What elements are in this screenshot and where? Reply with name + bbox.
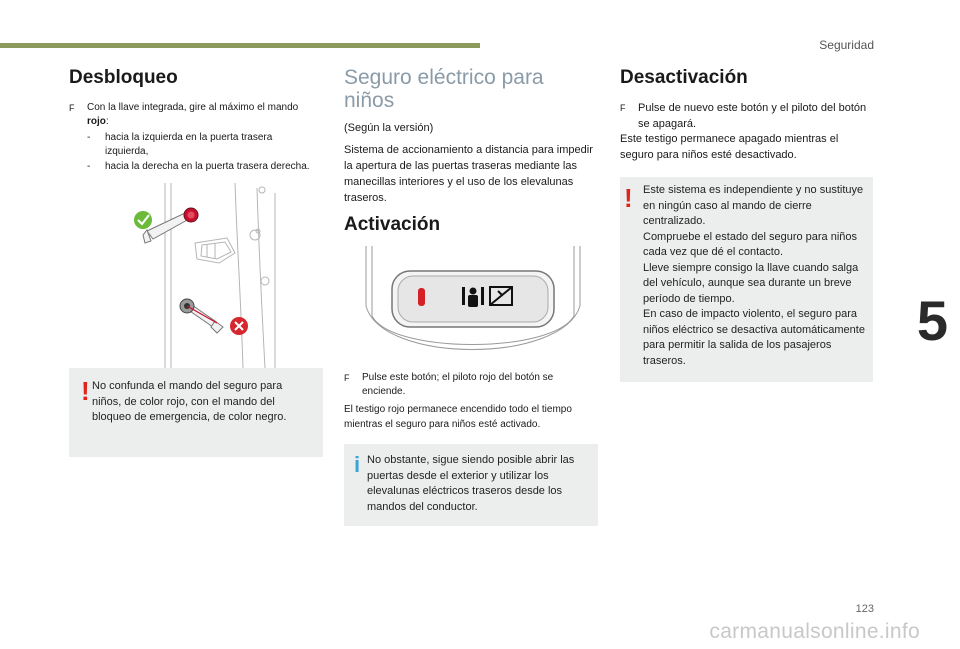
info-box-activacion: i No obstante, sigue siendo posible abrir las puertas desde el exterior y utilizar los elevalunas eléctricos traseros desde los mandos del conductor. — [344, 444, 598, 526]
heading-seguro-electrico: Seguro eléctrico para niños — [344, 66, 544, 112]
bullet-mark: F — [344, 373, 350, 383]
warning-box-desbloqueo: ! No confunda el mando del seguro para niños, de color rojo, con el mando del bloqueo de emergencia, de color negro. — [69, 368, 323, 457]
bullet-desactivacion: F Pulse de nuevo este botón y el piloto del botón se apagará. — [620, 102, 867, 130]
bullet-mark: F — [69, 103, 75, 113]
bullet-desbloqueo — [69, 101, 325, 129]
sub-item-right: - hacia la derecha en la puerta trasera derecha. — [87, 161, 310, 172]
deactivation-note: Este testigo permanece apagado mientras el seguro para niños esté desactivado. — [620, 133, 839, 161]
bullet-text: Con la llave integrada, gire al máximo el mando — [87, 102, 299, 113]
bullet-mark: F — [620, 103, 626, 113]
child-lock-button-illustration — [352, 246, 592, 366]
heading-desbloqueo: Desbloqueo — [69, 67, 178, 88]
activation-note: El testigo rojo permanece encendido todo el tiempo mientras el seguro para niños esté activado. — [344, 404, 572, 430]
watermark: carmanualsonline.info — [709, 620, 920, 643]
heading-activacion: Activación — [344, 214, 441, 235]
page-number: 123 — [855, 603, 874, 615]
bullet-activacion: F Pulse este botón; el piloto rojo del botón se enciende. — [344, 372, 554, 397]
warning-box-desactivacion — [620, 177, 873, 382]
header-accent-bar — [0, 43, 480, 48]
warning-icon: ! — [81, 376, 90, 406]
chapter-number: 5 — [916, 289, 948, 352]
bullet-text-colon: : — [105, 116, 109, 127]
heading-desactivacion: Desactivación — [620, 67, 748, 88]
bullet-text-bold: rojo — [87, 116, 106, 127]
info-icon: i — [354, 452, 361, 477]
section-title: Seguridad — [819, 38, 874, 52]
door-lock-illustration — [107, 183, 297, 368]
version-note: (Según la versión) — [344, 122, 434, 134]
dash: - — [87, 132, 91, 143]
warning-icon: ! — [624, 183, 633, 213]
dash: - — [87, 161, 91, 172]
warning-lines: Este sistema es independiente y no sustituye en ningún caso al mando de cierre centralizado. Compruebe el estado del seguro para niños cada vez que dé el contacto. Lleve siempre consigo la llave cuando salga del vehículo, aunque sea durante un breve período de tiempo. En caso de impacto violento, el seguro para niños eléctrico se desactiva automáticamente para permitir la salida de los pasajeros traseros. — [643, 184, 865, 367]
sub-item-left: - hacia la izquierda en la puerta trasera izquierda, — [87, 132, 273, 157]
description: Sistema de accionamiento a distancia para impedir la apertura de las puertas traseras mediante las manecillas interiores y el uso de los elevalunas traseros. — [344, 144, 593, 204]
